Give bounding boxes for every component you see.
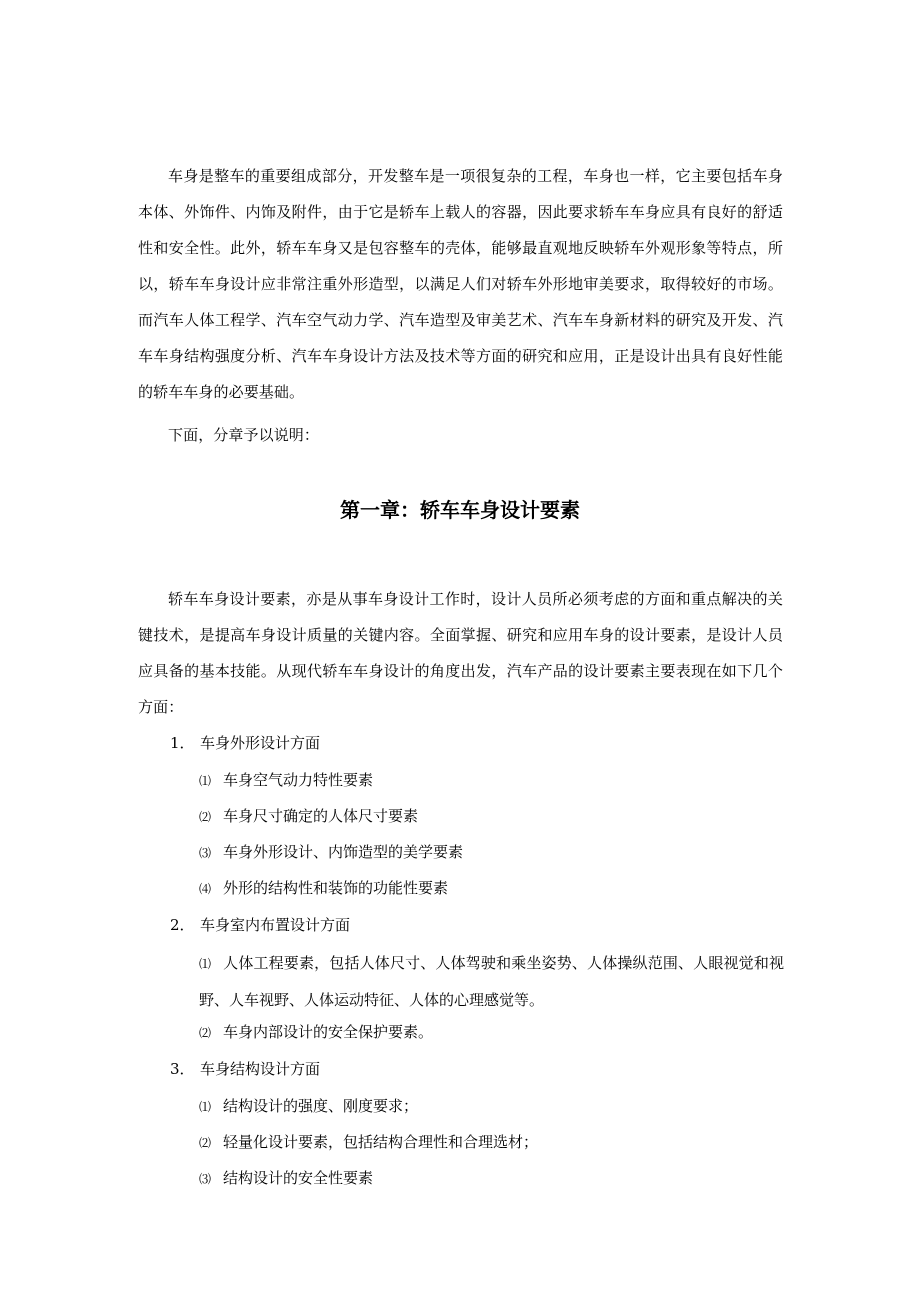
item-text: 外形的结构性和装饰的功能性要素 (223, 879, 449, 897)
section-heading (170, 907, 350, 943)
intro-paragraph: 车身是整车的重要组成部分，开发整车是一项很复杂的工程，车身也一样，它主要包括车身本体、外饰件、内饰及附件，由于它是轿车上载人的容器，因此要求轿车车身应具有良好的舒适性和安全性。此外，轿车车身又是包容整车的壳体，能够最直观地反映轿车外观形象等特点，所以，轿车车身设计应非常注重外形造型，以满足人们对轿车外形地审美要求，取得较好的市场。而汽车人体工程学、汽车空气动力学、汽车造型及审美艺术、汽车车身新材料的研究及开发、汽车车身结构强度分析、汽车车身设计方法及技术等方面的研究和应用，正是设计出具有良好性能的轿车车身的必要基础。 (138, 167, 783, 401)
list-item (199, 1088, 784, 1125)
list-item (199, 1014, 784, 1051)
item-number: ⑴ (199, 774, 212, 788)
item-number: ⑷ (199, 882, 212, 896)
section-number: 2． (170, 916, 195, 934)
item-number: ⑴ (199, 1100, 212, 1114)
item-number: ⑵ (199, 1136, 212, 1150)
item-text: 车身内部设计的安全保护要素。 (223, 1023, 434, 1041)
item-text: 结构设计的强度、刚度要求； (223, 1097, 419, 1115)
list-item (199, 870, 784, 907)
section-number: 3． (170, 1060, 195, 1078)
list-item (199, 834, 784, 871)
list-item (199, 798, 784, 835)
chapter-title: 第一章：轿车车身设计要素 (340, 498, 580, 522)
list-item (199, 762, 784, 799)
chapter-paragraph: 轿车车身设计要素，亦是从事车身设计工作时，设计人员所必须考虑的方面和重点解决的关键技术，是提高车身设计质量的关键内容。全面掌握、研究和应用车身的设计要素，是设计人员应具备的基本技能。从现代轿车车身设计的角度出发，汽车产品的设计要素主要表现在如下几个方面： (138, 590, 783, 716)
section-heading (170, 1051, 320, 1087)
item-number: ⑵ (199, 1026, 212, 1040)
lead-paragraph: 下面，分章予以说明： (168, 426, 320, 444)
list-item (199, 1124, 784, 1161)
section-number: 1． (170, 734, 195, 752)
item-text: 车身外形设计、内饰造型的美学要素 (223, 843, 464, 861)
item-text: 轻量化设计要素，包括结构合理性和合理选材； (223, 1133, 539, 1151)
section-title: 车身室内布置设计方面 (200, 916, 351, 934)
item-text: 结构设计的安全性要素 (223, 1169, 374, 1187)
item-text: 车身尺寸确定的人体尺寸要素 (223, 807, 419, 825)
item-number: ⑶ (199, 846, 212, 860)
list-item (199, 1160, 784, 1197)
list-item (199, 945, 784, 1018)
section-title: 车身外形设计方面 (200, 734, 321, 752)
item-text: 车身空气动力特性要素 (223, 771, 374, 789)
item-text: 人体工程要素，包括人体尺寸、人体驾驶和乘坐姿势、人体操纵范围、人眼视觉和视野、人车视野、人体运动特征、人体的心理感觉等。 (199, 954, 784, 1009)
section-heading (170, 725, 320, 761)
item-number: ⑴ (199, 957, 212, 971)
item-number: ⑵ (199, 810, 212, 824)
item-number: ⑶ (199, 1172, 212, 1186)
section-title: 车身结构设计方面 (200, 1060, 321, 1078)
